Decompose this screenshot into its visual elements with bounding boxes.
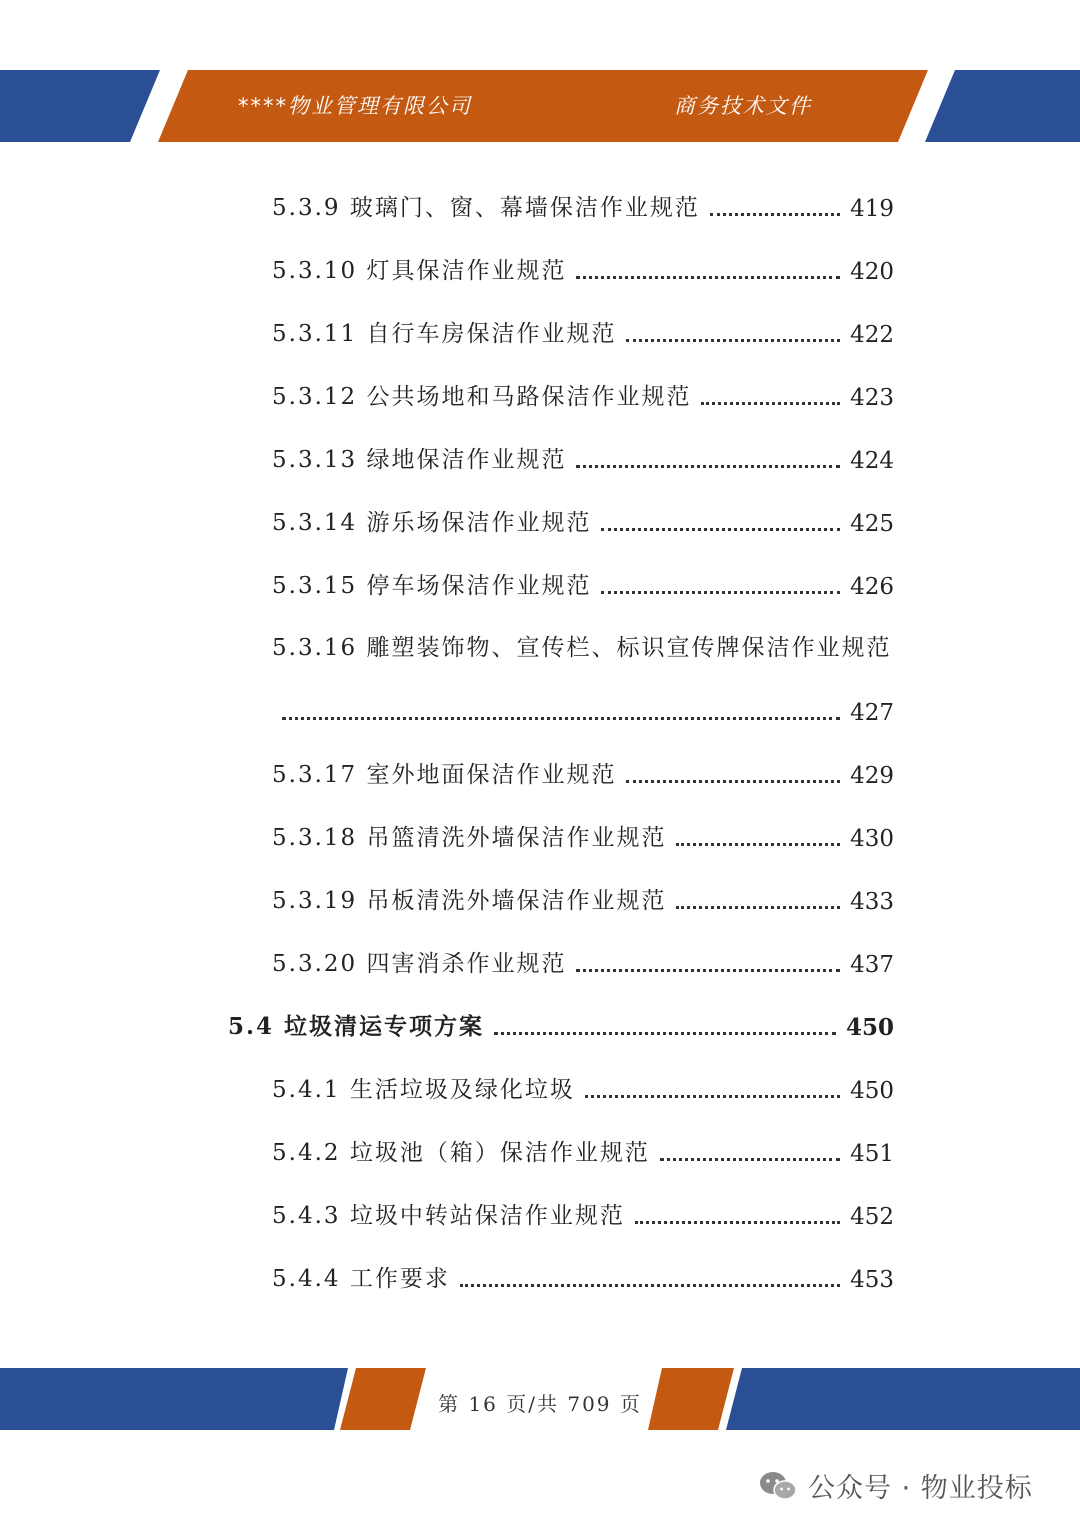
toc-entry-page: 426 [850,574,894,600]
toc-entry-page: 422 [850,322,894,348]
toc-leader-dots [282,717,840,720]
header-document-type: 商务技术文件 [674,94,812,118]
toc-entry[interactable] [272,1070,894,1104]
toc-entry-continuation[interactable] [282,692,894,726]
toc-entry-page: 450 [845,1014,894,1041]
toc-leader-dots [601,591,840,594]
toc-leader-dots [676,906,840,909]
toc-entry-label: 5.3.13 绿地保洁作业规范 [272,447,567,473]
toc-entry-page: 425 [850,511,894,537]
toc-entry[interactable] [272,188,894,222]
toc-leader-dots [660,1158,840,1161]
toc-entry[interactable] [272,251,894,285]
toc-entry[interactable] [272,944,894,978]
toc-entry-label: 5.3.10 灯具保洁作业规范 [272,258,567,284]
toc-entry-label: 5.4.1 生活垃圾及绿化垃圾 [272,1077,575,1103]
toc-entry-page: 429 [850,763,894,789]
toc-entry-label: 5.3.15 停车场保洁作业规范 [272,573,592,599]
toc-entry-page: 453 [850,1267,894,1293]
toc-entry-label: 5.3.14 游乐场保洁作业规范 [272,510,592,536]
toc-entry-label: 5.4.2 垃圾池（箱）保洁作业规范 [272,1140,650,1166]
toc-section-entry[interactable] [228,1007,894,1041]
toc-entry[interactable] [272,503,894,537]
toc-entry[interactable] [272,377,894,411]
toc-entry-label: 5.3.11 自行车房保洁作业规范 [272,321,617,347]
toc-entry-page: 420 [850,259,894,285]
watermark [758,1466,1033,1505]
toc-entry-page: 424 [850,448,894,474]
toc-entry[interactable] [272,1259,894,1293]
toc-entry-label: 5.3.19 吊板清洗外墙保洁作业规范 [272,888,667,914]
page-number: 第 16 页/共 709 页 [438,1392,642,1416]
toc-entry[interactable] [272,818,894,852]
toc-leader-dots [576,465,840,468]
toc-leader-dots [626,339,840,342]
toc-entry[interactable] [272,314,894,348]
toc-entry-label: 5.4 垃圾清运专项方案 [228,1013,485,1040]
watermark-text: 公众号 · 物业投标 [808,1473,1033,1504]
toc-entry-label: 5.3.16 雕塑装饰物、宣传栏、标识宣传牌保洁作业规范 [272,635,892,661]
toc-entry-label: 5.4.3 垃圾中转站保洁作业规范 [272,1203,625,1229]
toc-entry[interactable] [272,440,894,474]
toc-entry-label: 5.3.18 吊篮清洗外墙保洁作业规范 [272,825,667,851]
toc-entry-label: 5.3.20 四害消杀作业规范 [272,951,567,977]
toc-entry-label: 5.3.17 室外地面保洁作业规范 [272,762,617,788]
toc-entry-page: 451 [850,1141,894,1167]
toc-entry-page: 430 [850,826,894,852]
toc-entry[interactable] [272,881,894,915]
toc-leader-dots [626,780,840,783]
toc-leader-dots [576,969,840,972]
toc-entry[interactable] [272,1133,894,1167]
toc-entry-page: 419 [850,196,894,222]
toc-entry-label: 5.4.4 工作要求 [272,1266,450,1292]
toc-entry[interactable] [272,755,894,789]
toc-leader-dots [601,528,840,531]
toc-entry-page: 423 [850,385,894,411]
page-footer [0,1360,1080,1440]
toc-leader-dots [701,402,840,405]
header-company-name: ****物业管理有限公司 [238,94,472,118]
toc-entry-page: 450 [850,1078,894,1104]
toc-leader-dots [460,1284,840,1287]
page-header [0,0,1080,160]
toc-leader-dots [576,276,840,279]
toc-entry-page: 427 [850,700,894,726]
toc-entry-page: 452 [850,1204,894,1230]
toc-leader-dots [710,213,840,216]
toc-entry-label: 5.3.12 公共场地和马路保洁作业规范 [272,384,692,410]
toc-entry[interactable] [272,566,894,600]
toc-entry-label: 5.3.9 玻璃门、窗、幕墙保洁作业规范 [272,195,700,221]
toc-leader-dots [585,1095,840,1098]
toc-entry[interactable] [272,629,894,663]
toc-entry-page: 437 [850,952,894,978]
toc-entry-page: 433 [850,889,894,915]
wechat-icon [758,1470,798,1502]
toc-leader-dots [676,843,840,846]
toc-leader-dots [635,1221,840,1224]
header-band-graphic [0,0,1080,160]
toc-leader-dots [494,1032,836,1035]
toc-entry[interactable] [272,1196,894,1230]
